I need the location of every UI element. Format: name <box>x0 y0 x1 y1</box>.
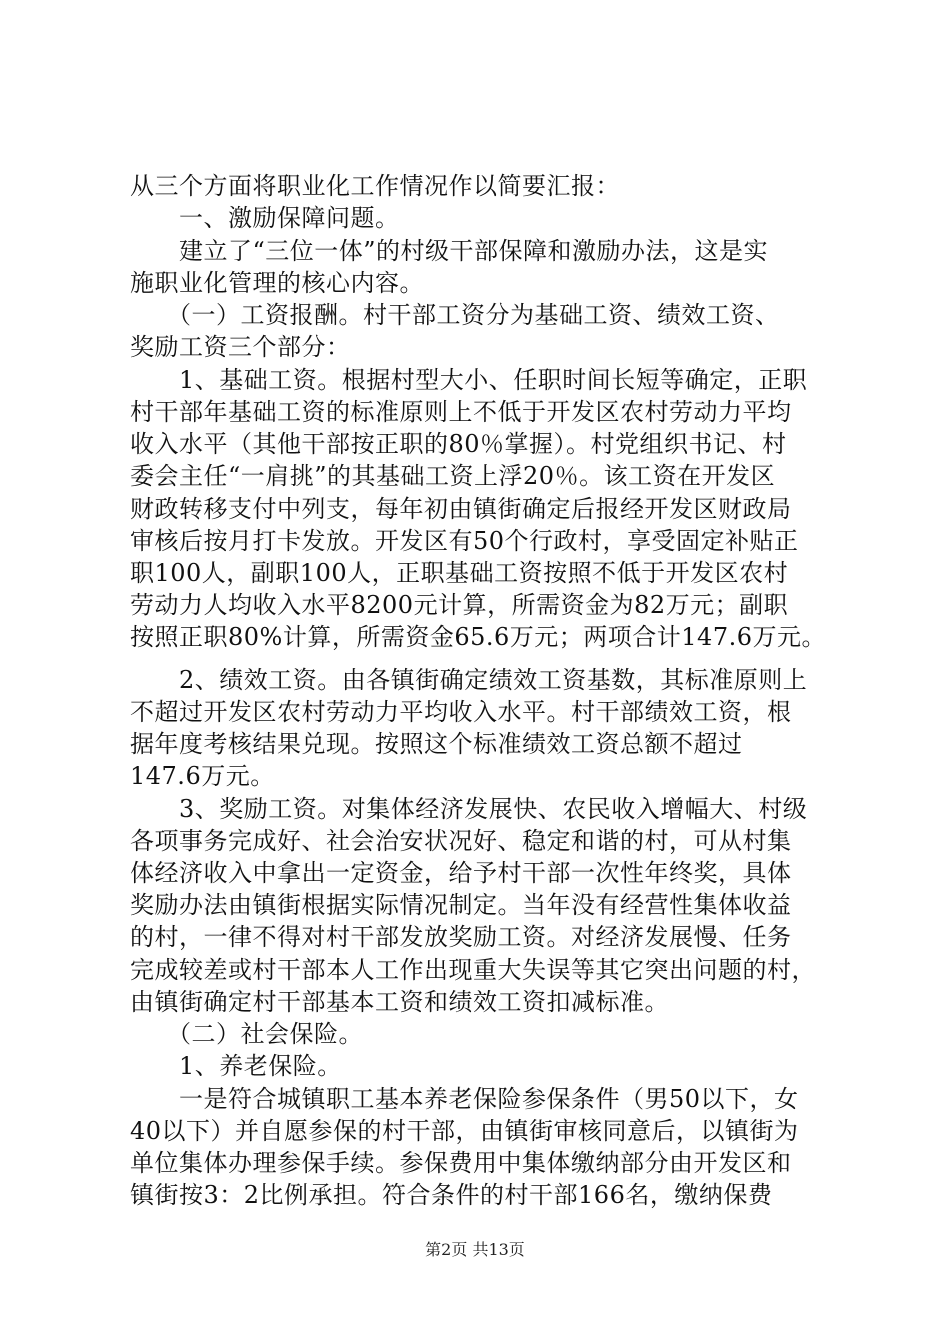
text-line: 1、基础工资。根据村型大小、任职时间长短等确定，正职 <box>130 366 808 394</box>
text-line: 收入水平（其他干部按正职的80％掌握）。村党组织书记、村 <box>130 430 787 458</box>
text-line: 财政转移支付中列支，每年初由镇街确定后报经开发区财政局 <box>130 495 792 523</box>
section-heading: 一、激励保障问题。 <box>130 204 400 232</box>
text-line: 一是符合城镇职工基本养老保险参保条件（男50以下，女 <box>130 1085 799 1113</box>
text-line: 体经济收入中拿出一定资金，给予村干部一次性年终奖，具体 <box>130 859 792 887</box>
text-line: 的村，一律不得对村干部发放奖励工资。对经济发展慢、任务 <box>130 923 792 951</box>
text-line: 3、奖励工资。对集体经济发展快、农民收入增幅大、村级 <box>130 795 808 823</box>
text-line: 奖励办法由镇街根据实际情况制定。当年没有经营性集体收益 <box>130 891 792 919</box>
subsection-heading: （二）社会保险。 <box>130 1020 363 1048</box>
text-line: 劳动力人均收入水平8200元计算，所需资金为82万元；副职 <box>130 591 789 619</box>
text-line: 1、养老保险。 <box>130 1052 342 1080</box>
text-line: 不超过开发区农村劳动力平均收入水平。村干部绩效工资，根 <box>130 698 792 726</box>
text-line: 147.6万元。 <box>130 762 275 790</box>
text-line: 据年度考核结果兑现。按照这个标准绩效工资总额不超过 <box>130 730 743 758</box>
text-line: 施职业化管理的核心内容。 <box>130 269 424 297</box>
text-line: 奖励工资三个部分： <box>130 333 351 361</box>
text-line: 委会主任“一肩挑”的其基础工资上浮20％。该工资在开发区 <box>130 462 776 490</box>
text-line: 按照正职80%计算，所需资金65.6万元；两项合计147.6万元。 <box>130 623 826 651</box>
text-line: 村干部年基础工资的标准原则上不低于开发区农村劳动力平均 <box>130 398 792 426</box>
text-line: 镇街按3：2比例承担。符合条件的村干部166名，缴纳保费 <box>130 1181 773 1209</box>
text-line: 2、绩效工资。由各镇街确定绩效工资基数，其标准原则上 <box>130 666 808 694</box>
text-line: 从三个方面将职业化工作情况作以简要汇报： <box>130 172 620 200</box>
text-line: 40以下）并自愿参保的村干部，由镇街审核同意后，以镇街为 <box>130 1117 799 1145</box>
text-line: 由镇街确定村干部基本工资和绩效工资扣减标准。 <box>130 988 669 1016</box>
text-line: 审核后按月打卡发放。开发区有50个行政村，享受固定补贴正 <box>130 527 799 555</box>
text-line: 单位集体办理参保手续。参保费用中集体缴纳部分由开发区和 <box>130 1149 792 1177</box>
page-number: 第2页 共13页 <box>425 1240 525 1259</box>
text-line: 建立了“三位一体”的村级干部保障和激励办法，这是实 <box>130 237 769 265</box>
text-line: 完成较差或村干部本人工作出现重大失误等其它突出问题的村， <box>130 956 816 984</box>
text-line: 职100人，副职100人，正职基础工资按照不低于开发区农村 <box>130 559 789 587</box>
subsection-heading: （一）工资报酬。村干部工资分为基础工资、绩效工资、 <box>130 301 780 329</box>
text-line: 各项事务完成好、社会治安状况好、稳定和谐的村，可从村集 <box>130 827 792 855</box>
